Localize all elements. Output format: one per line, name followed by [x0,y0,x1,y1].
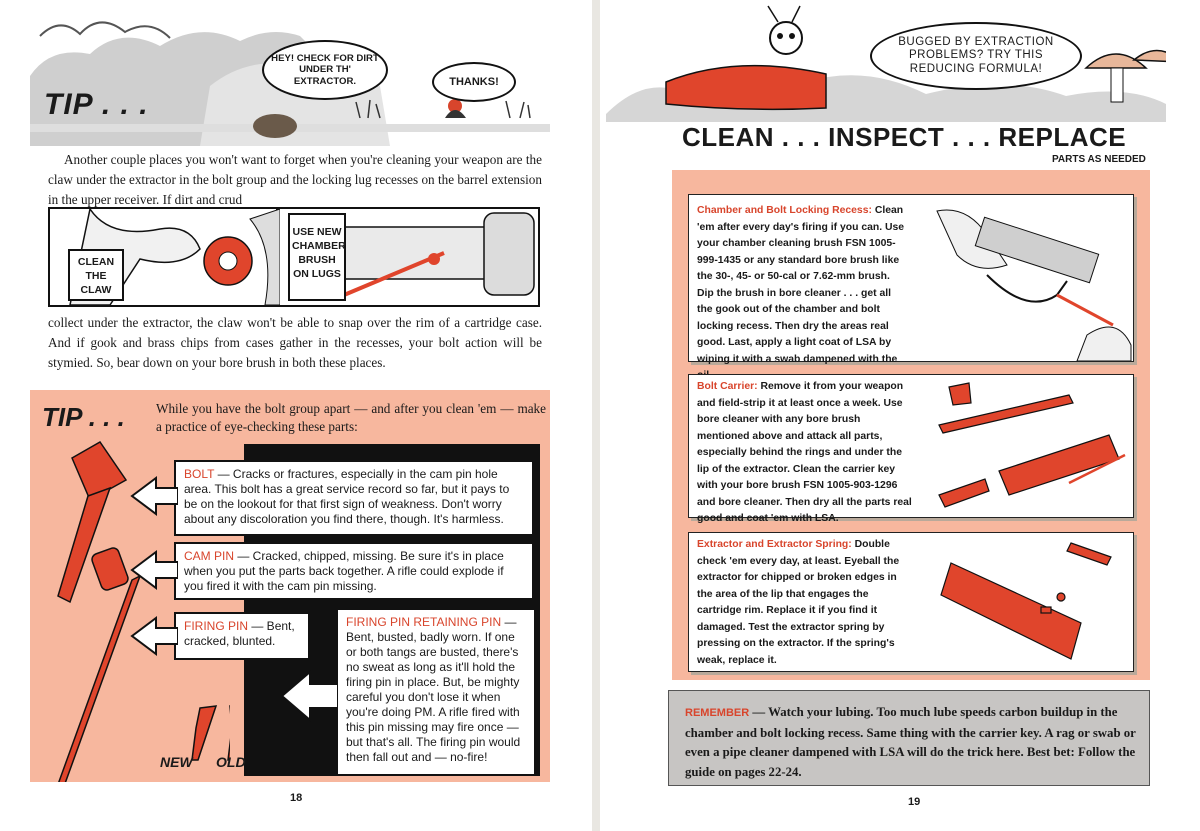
chamber-brush-illustration [917,195,1133,361]
remember-box [668,690,1150,786]
cam-pin-text: — Cracked, chipped, missing. Be sure it's in place when you put the parts back together. A rifle could explode if you fired it with the cam pin missing. [184,549,504,593]
label-new: NEW [160,754,193,770]
section-body-extractor: Double check 'em every day, at least. Eyeball the extractor for chipped or broken edges in the area of the lip that engages the cartridge rim. Replace it if you find it damaged. Test the extractor spring by pressing on the extractor. If the spring's weak, replace it. [697,539,900,666]
arrow-retaining-pin-icon [280,668,338,724]
tip-panel [30,390,550,782]
tip-panel-title: TIP . . . [42,402,125,432]
label-chamber-brush: USE NEW CHAMBER BRUSH ON LUGS [288,213,346,301]
arrow-bolt-icon [130,474,178,518]
cam-pin-heading: CAM PIN [184,549,235,563]
remember-text [685,703,1139,782]
label-old: OLD [216,754,246,770]
bolt-text: — Cracks or fractures, especially in the cam pin hole area. This bolt has a great service record so far, but it pays to be on the lookout for that first sign of weakness. Don't worry about any discoloration you find there, though. It's harmless. [184,467,510,526]
page-number-left: 18 [290,792,303,804]
firing-pin-heading: FIRING PIN [184,619,249,633]
extractor-spring-illustration [921,533,1133,671]
section-card-chamber [688,194,1134,365]
tip-header-title: TIP . . . [44,88,149,121]
firing-pin-part [48,576,140,782]
page-title: CLEAN . . . INSPECT . . . REPLACE [682,122,1127,152]
section-body-chamber: Clean 'em after every day's firing if you can. Use your chamber cleaning brush FSN 1005-999-1435 or any standard bore brush like the 30-, 45- or 50-cal or 7.62-mm brush. Dip the brush in bore cleaner . . . get all the gook out of the chamber and bolt locking recess. Then dry the areas real good. Last, apply a light coat of LSA by wiping it with a swab dampened with the [697,205,905,365]
speech-bubble-thanks: THANKS! [432,62,516,102]
arrow-cam-pin-icon [130,548,178,592]
page-subtitle: PARTS AS NEEDED [1052,154,1146,165]
firing-pin-callout [174,612,310,660]
speech-bubble-bugged: BUGGED BY EXTRACTION PROBLEMS? TRY THIS REDUCING FORMULA! [870,22,1082,90]
retaining-pin-callout [336,608,536,776]
label-clean-the-claw: CLEAN THE CLAW [68,249,124,301]
bolt-heading: BOLT [184,467,215,481]
cleaning-illustration-strip [48,207,540,307]
retaining-pin-text: — Bent, busted, badly worn. If one or both tangs are busted, there's no sweat as long as it'll hold the firing pin in place. But, be mighty careful you don't lose it when you're doing PM. A rifle fired with this pin missing may fire once — but that's all. The firing pin would then fall out and — no-fire! [346,615,521,764]
section-heading-extractor: Extractor and Extractor Spring: [697,539,852,550]
remember-heading: REMEMBER [685,707,750,719]
left-page [0,0,592,831]
section-card-extractor [688,532,1134,672]
tip-panel-intro: While you have the bolt group apart — and after you clean 'em — make a practice of eye-checking these parts: [156,401,546,434]
retaining-pin-heading: FIRING PIN RETAINING PIN [346,615,502,629]
section-text-chamber [697,203,909,385]
page-number-right: 19 [908,796,921,808]
section-heading-chamber: Chamber and Bolt Locking Recess: [697,205,872,216]
remember-body: — Watch your lubing. Too much lube speeds carbon buildup in the chamber and bolt locking recess. Same thing with the carrier key. A rag or swab or even a pipe cleaner dampened with LSA will do the trick here. Best bet: Follow the guide on pages 22-24. [685,705,1136,779]
retaining-pin-new [192,706,216,760]
arrow-firing-pin-icon [130,614,178,658]
section-text-bolt-carrier [697,379,915,528]
section-body-bolt-carrier: Remove it from your weapon and field-strip it at least once a week. Use bore cleaner with any bore brush mentioned above and attack all parts, especially behind the rings and under the lip of the extractor. Clean the carrier key with your bore brush FSN 1005-903-1296 and bore cleaner. Then dry all the parts real good and coat 'em with LSA. [697,381,912,524]
bolt-callout [174,460,534,536]
cleaning-sections-panel [672,170,1150,680]
section-text-extractor [697,537,909,669]
right-page [600,0,1200,831]
page-gutter [592,0,600,831]
intro-paragraph-1: Another couple places you won't want to forget when you're cleaning your weapon are the claw under the extractor in the bolt group and the locking lug recesses on the barrel extension in the upper receiver. If dirt and crud [48,152,542,207]
cam-pin-callout [174,542,534,600]
section-card-bolt-carrier [688,374,1134,524]
cam-pin-part [90,546,129,591]
bolt-carrier-illustration [919,375,1133,517]
section-heading-bolt-carrier: Bolt Carrier: [697,381,758,392]
intro-paragraph-2: collect under the extractor, the claw won't be able to snap over the rim of a cartridge case. And if gook and brass chips from cases gather in the recesses, your bolt action will be stymied. So, bear down on your bore brush in both these places. [48,315,542,370]
speech-bubble-check-dirt: HEY! CHECK FOR DIRT UNDER TH' EXTRACTOR. [262,40,388,100]
retaining-pin-old [228,706,230,760]
firing-pin-text: — Bent, cracked, blunted. [184,619,295,648]
